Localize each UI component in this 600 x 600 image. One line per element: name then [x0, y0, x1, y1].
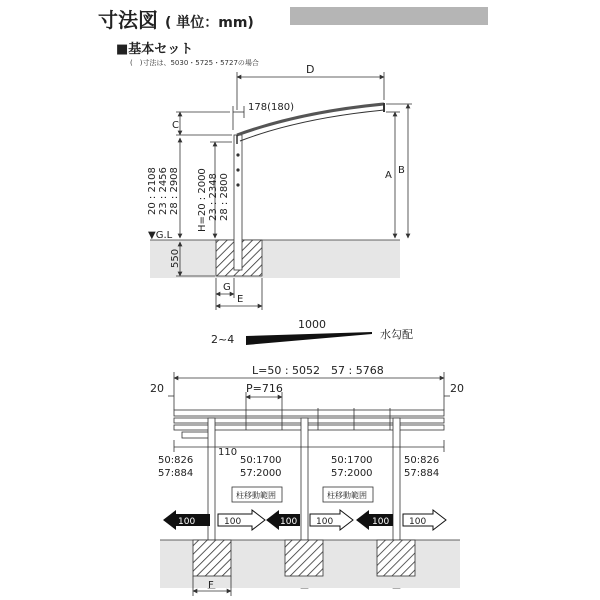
span-3-line1: 50:1700 — [331, 455, 373, 466]
span-4-line1: 50:826 — [404, 455, 440, 466]
front-foundation-3 — [377, 540, 415, 576]
span-2-line1: 50:1700 — [240, 455, 282, 466]
slope-wedge — [246, 332, 372, 345]
pitch-label: P=716 — [246, 382, 283, 395]
dimension-note: ( )寸法は、5030・5725・5727の場合 — [130, 59, 259, 67]
height-h-2: 23 : 2348 — [208, 173, 219, 221]
ground-band — [150, 240, 400, 278]
height-h-3: 28 : 2800 — [219, 173, 230, 221]
move-range-label-2: 柱移動範囲 — [327, 491, 367, 500]
gl-label: ▼G.L — [148, 230, 173, 241]
arrow-value-4: 100 — [316, 517, 334, 527]
move-range-label-1: 柱移動範囲 — [236, 491, 276, 500]
offset-label: 178(180) — [248, 102, 294, 113]
height-left-2: 23 : 2456 — [158, 167, 169, 215]
title-text: 寸法図 — [98, 8, 158, 32]
span-1-line1: 50:826 — [158, 455, 194, 466]
slope-right: 水勾配 — [380, 328, 413, 341]
post-offset-label: 110 — [218, 447, 238, 458]
span-2-line2: 57:2000 — [240, 468, 282, 479]
c-label: C — [172, 120, 179, 131]
title-unit: ( 単位：mm) — [164, 15, 254, 31]
front-foundation-1 — [193, 540, 231, 576]
d-label: D — [306, 63, 315, 76]
slope-center: 1000 — [298, 318, 326, 331]
length-label: L=50 : 5052 57 : 5768 — [252, 364, 384, 377]
slope-left: 2~4 — [211, 333, 235, 346]
arrow-value-1: 100 — [178, 517, 196, 527]
arrow-value-6: 100 — [409, 517, 427, 527]
arrow-value-5: 100 — [372, 517, 390, 527]
f-label: F — [208, 580, 214, 591]
front-view — [160, 372, 460, 596]
section-heading: ■基本セット — [116, 42, 194, 57]
b-label: B — [398, 165, 405, 176]
slope-indicator — [211, 318, 413, 346]
height-h-1: H=20 : 2000 — [197, 168, 208, 232]
roof-panel-top — [174, 410, 444, 416]
g-label: G — [223, 282, 231, 293]
end-right-label: 20 — [450, 382, 464, 395]
a-label: A — [385, 170, 392, 181]
height-left-1: 20 : 2108 — [147, 167, 158, 215]
span-3-line2: 57:2000 — [331, 468, 373, 479]
end-left-label: 20 — [150, 382, 164, 395]
e-label: E — [237, 294, 244, 305]
front-foundation-2 — [285, 540, 323, 576]
bracket — [182, 432, 210, 438]
arrow-value-3: 100 — [280, 517, 298, 527]
span-1-line2: 57:884 — [158, 468, 194, 479]
arrow-value-2: 100 — [224, 517, 242, 527]
height-left-3: 28 : 2908 — [169, 167, 180, 215]
span-4-line2: 57:884 — [404, 468, 440, 479]
depth-label: 550 — [170, 248, 181, 268]
